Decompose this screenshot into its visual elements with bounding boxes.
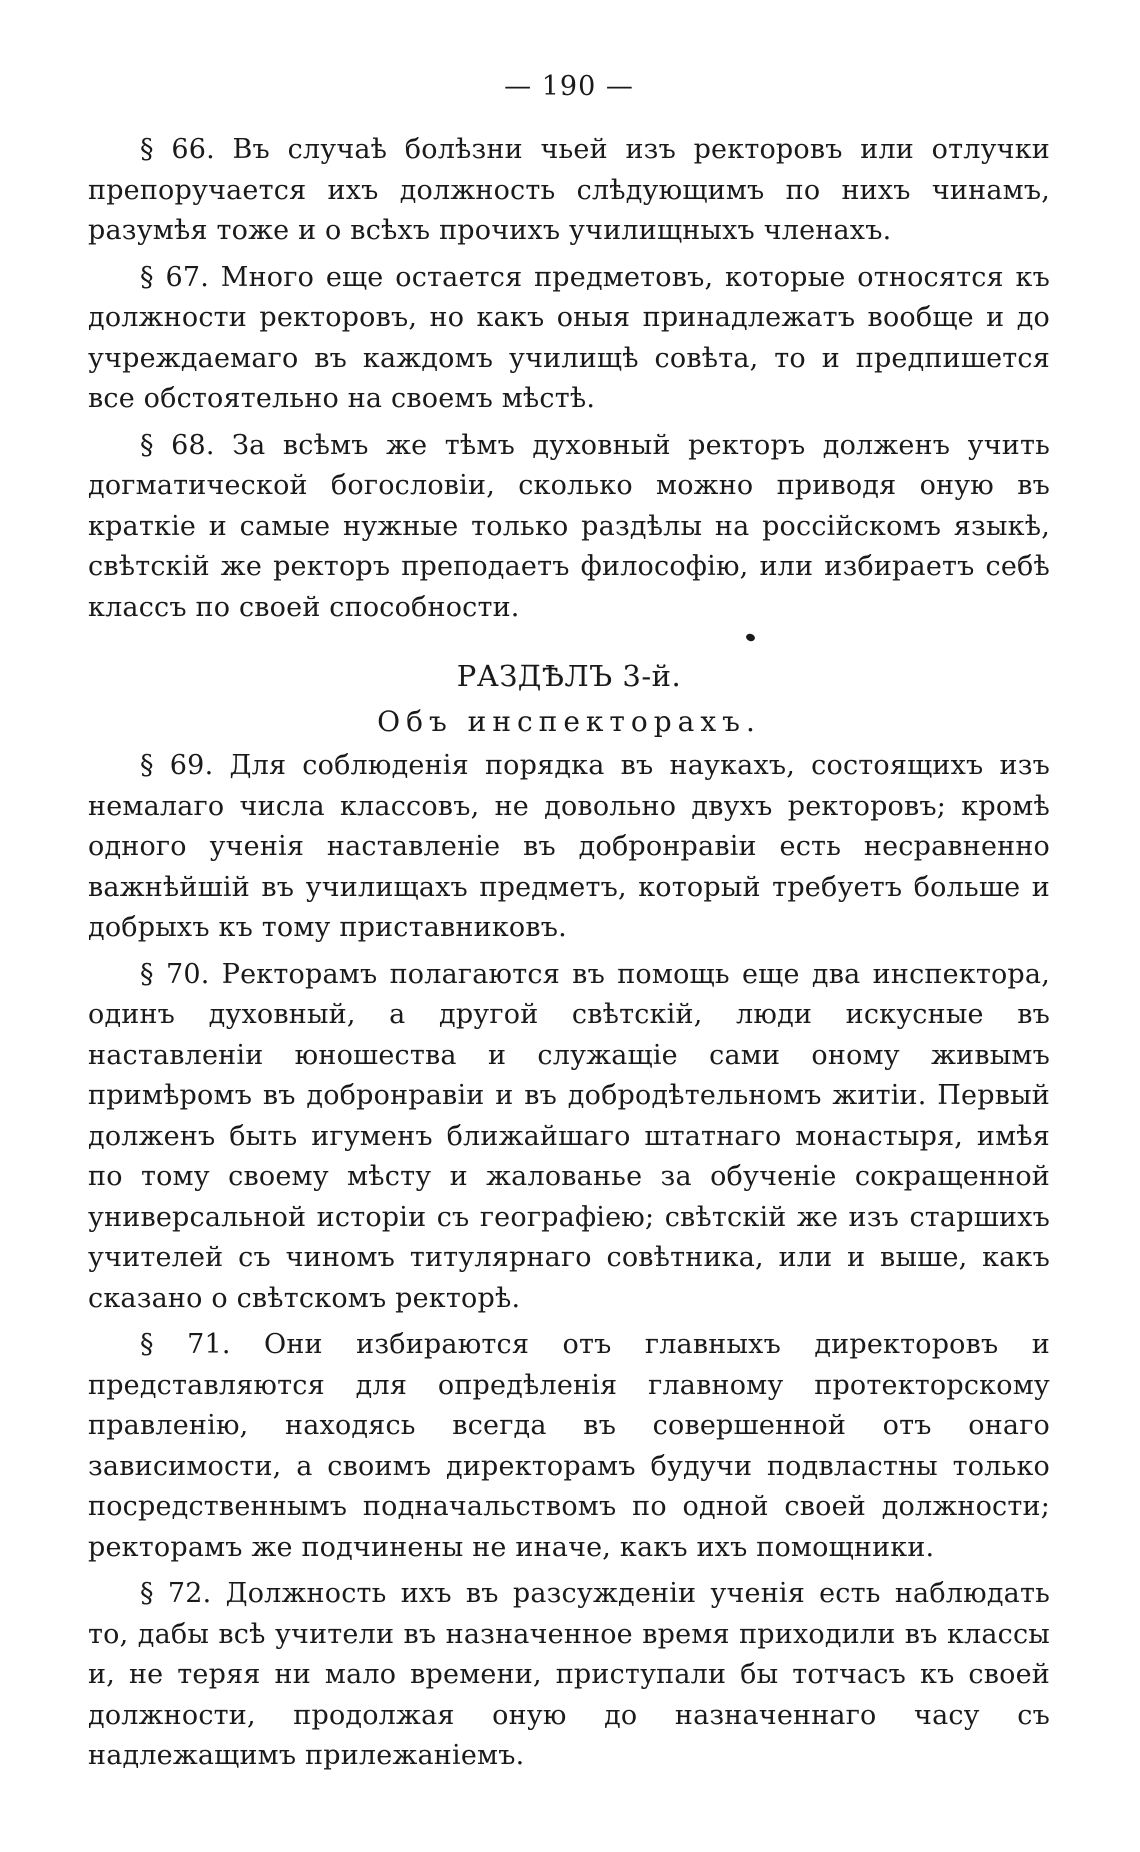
book-page [88,70,1050,1777]
paragraph-68: § 68. За всѣмъ же тѣмъ духовный ректоръ долженъ учить догматической богословіи, сколько можно приводя оную въ краткіе и самые нужные только раздѣлы на россійскомъ языкѣ, свѣтскій же ректоръ преподаетъ философію, или избираетъ себѣ классъ по своей способности. [88,429,1050,623]
page-number: — 190 — [504,71,634,102]
paragraph-71: § 71. Они избираются отъ главныхъ директоровъ и представляются для опредѣленія главному протекторскому правленію, находясь всегда въ совершенной отъ онаго зависимости, а своимъ директорамъ будучи подвластны только посредственнымъ подначальствомъ по одной своей должности; ректорамъ же подчинены не иначе, какъ ихъ помощники. [88,1329,1050,1563]
section-title: РАЗДѢЛЪ 3-й. [456,659,682,693]
paragraph-72: § 72. Должность ихъ въ разсужденіи ученія есть наблюдать то, дабы всѣ учители въ назначенное время приходили въ классы и, не теряя ни мало времени, приступали бы тотчасъ къ своей должности, продолжая оную до назначеннаго часу съ надлежащимъ прилежаніемъ. [88,1578,1050,1771]
paragraph-69: § 69. Для соблюденія порядка въ наукахъ, состоящихъ изъ немалаго числа классовъ, не довольно двухъ ректоровъ; кромѣ одного ученія наставленіе въ добронравіи есть несравненно важнѣйшій въ училищахъ предметъ, который требуетъ больше и добрыхъ къ тому приставниковъ. [88,750,1050,943]
paragraph-66: § 66. Въ случаѣ болѣзни чьей изъ ректоровъ или отлучки препоручается ихъ должность слѣдующимъ по нихъ чинамъ, разумѣя тоже и о всѣхъ прочихъ училищныхъ членахъ. [88,134,1050,246]
paragraph-67: § 67. Много еще остается предметовъ, которые относятся къ должности ректоровъ, но какъ оныя принадлежатъ вообще и до учреждаемаго въ каждомъ училищѣ совѣта, то и предпишется все обстоятельно на своемъ мѣстѣ. [88,261,1050,414]
section-spacer [88,628,1050,656]
paragraph-70: § 70. Ректорамъ полагаются въ помощь еще два инспектора, одинъ духовный, а другой свѣтскій, люди искусные въ наставленіи юношества и служащіе сами оному живымъ примѣромъ въ добронравіи и въ добродѣтельномъ житіи. Первый долженъ быть игуменъ ближайшаго штатнаго монастыря, имѣя по тому своему мѣсту и жалованье за обученіе сокращенной универсальной исторіи съ географіею; свѣтскій же изъ старшихъ учителей съ чиномъ титулярнаго совѣтника, или и выше, какъ сказано о свѣтскомъ ректорѣ. [88,958,1050,1314]
section-subtitle: Объ инспекторахъ. [377,705,761,738]
